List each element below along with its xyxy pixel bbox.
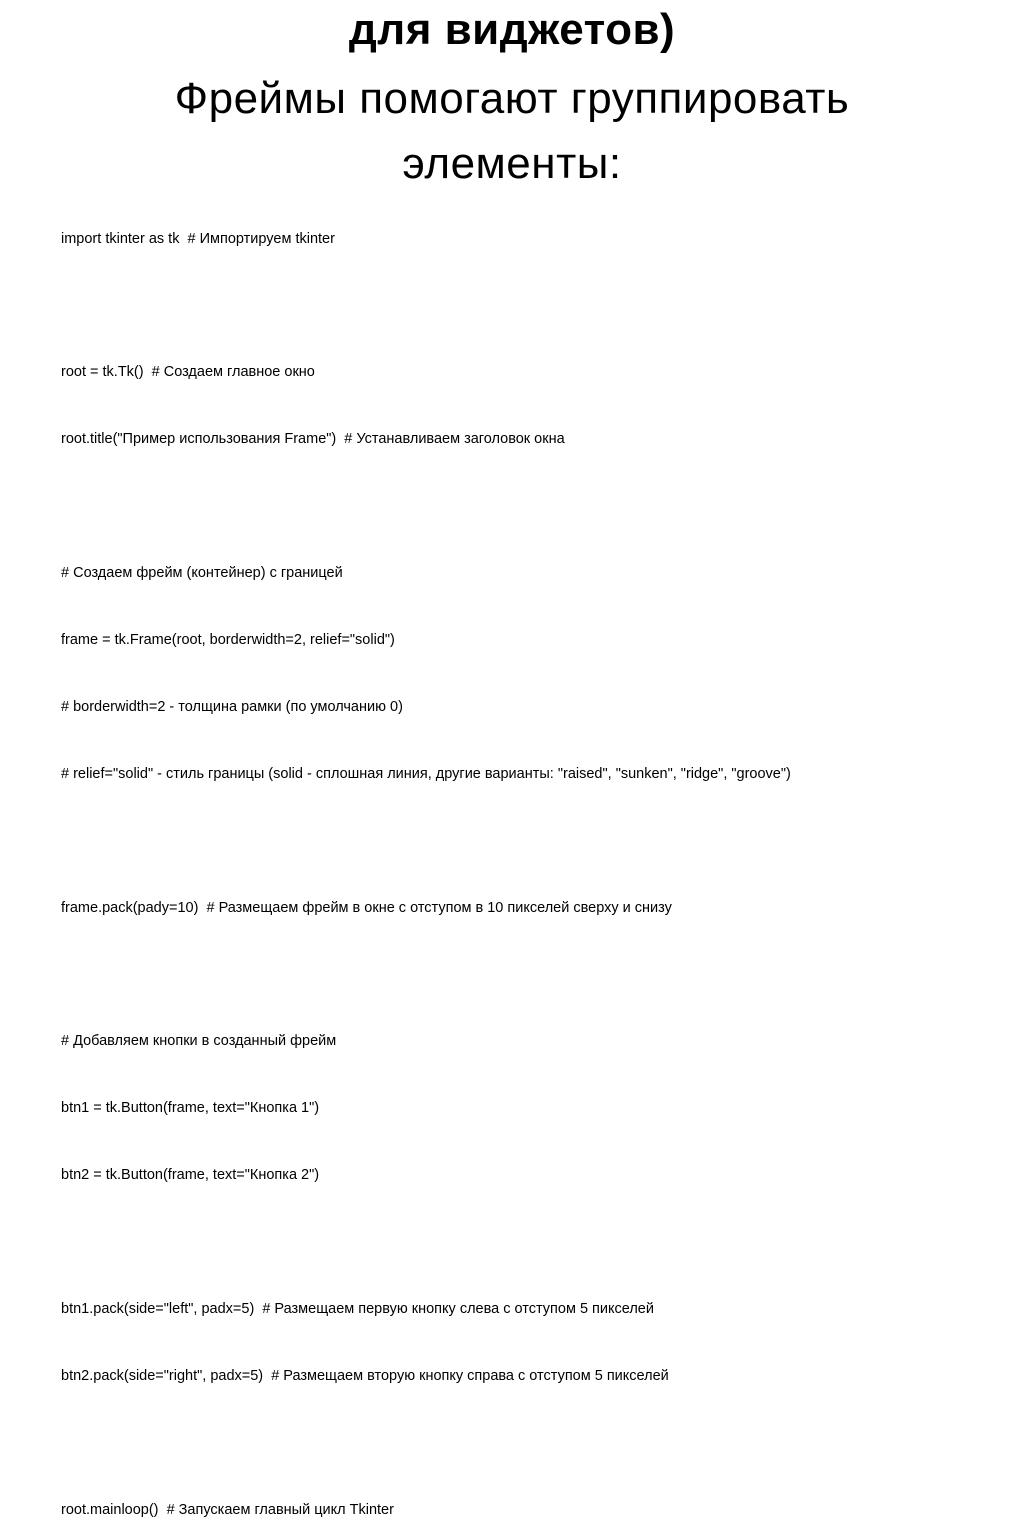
code-line: # Создаем фрейм (контейнер) с границей	[61, 565, 343, 582]
code-line: # relief="solid" - стиль границы (solid - сплошная линия, другие варианты: "raised", "sunken", "ridge", "groove")	[61, 765, 791, 782]
code-line: btn2 = tk.Button(frame, text="Кнопка 2")	[61, 1167, 320, 1184]
title-line-3: элементы:	[402, 139, 622, 188]
code-line: btn1 = tk.Button(frame, text="Кнопка 1")	[61, 1100, 320, 1117]
code-line: root.title("Пример использования Frame") # Устанавливаем заголовок окна	[61, 431, 565, 448]
code-line	[61, 830, 1001, 852]
code-listing	[61, 183, 1001, 1534]
code-line: frame.pack(pady=10) # Размещаем фрейм в окне с отступом в 10 пикселей сверху и снизу	[61, 899, 672, 916]
title-line-2: Фреймы помогают группировать	[174, 74, 850, 123]
code-line: import tkinter as tk # Импортируем tkinter	[61, 230, 335, 247]
code-line	[61, 495, 1001, 517]
code-line	[61, 294, 1001, 316]
code-line: # borderwidth=2 - толщина рамки (по умолчанию 0)	[61, 698, 403, 715]
code-line	[61, 1231, 1001, 1253]
code-line: btn2.pack(side="right", padx=5) # Размещаем вторую кнопку справа с отступом 5 пикселей	[61, 1367, 669, 1384]
code-line: root = tk.Tk() # Создаем главное окно	[61, 364, 315, 381]
code-line	[61, 1432, 1001, 1454]
code-line: btn1.pack(side="left", padx=5) # Размещаем первую кнопку слева с отступом 5 пикселей	[61, 1300, 654, 1317]
code-line: frame = tk.Frame(root, borderwidth=2, relief="solid")	[61, 631, 395, 648]
title-line-1: для виджетов)	[348, 5, 676, 54]
code-line: root.mainloop() # Запускаем главный цикл Tkinter	[61, 1501, 394, 1518]
code-line	[61, 963, 1001, 985]
code-line: # Добавляем кнопки в созданный фрейм	[61, 1033, 337, 1050]
